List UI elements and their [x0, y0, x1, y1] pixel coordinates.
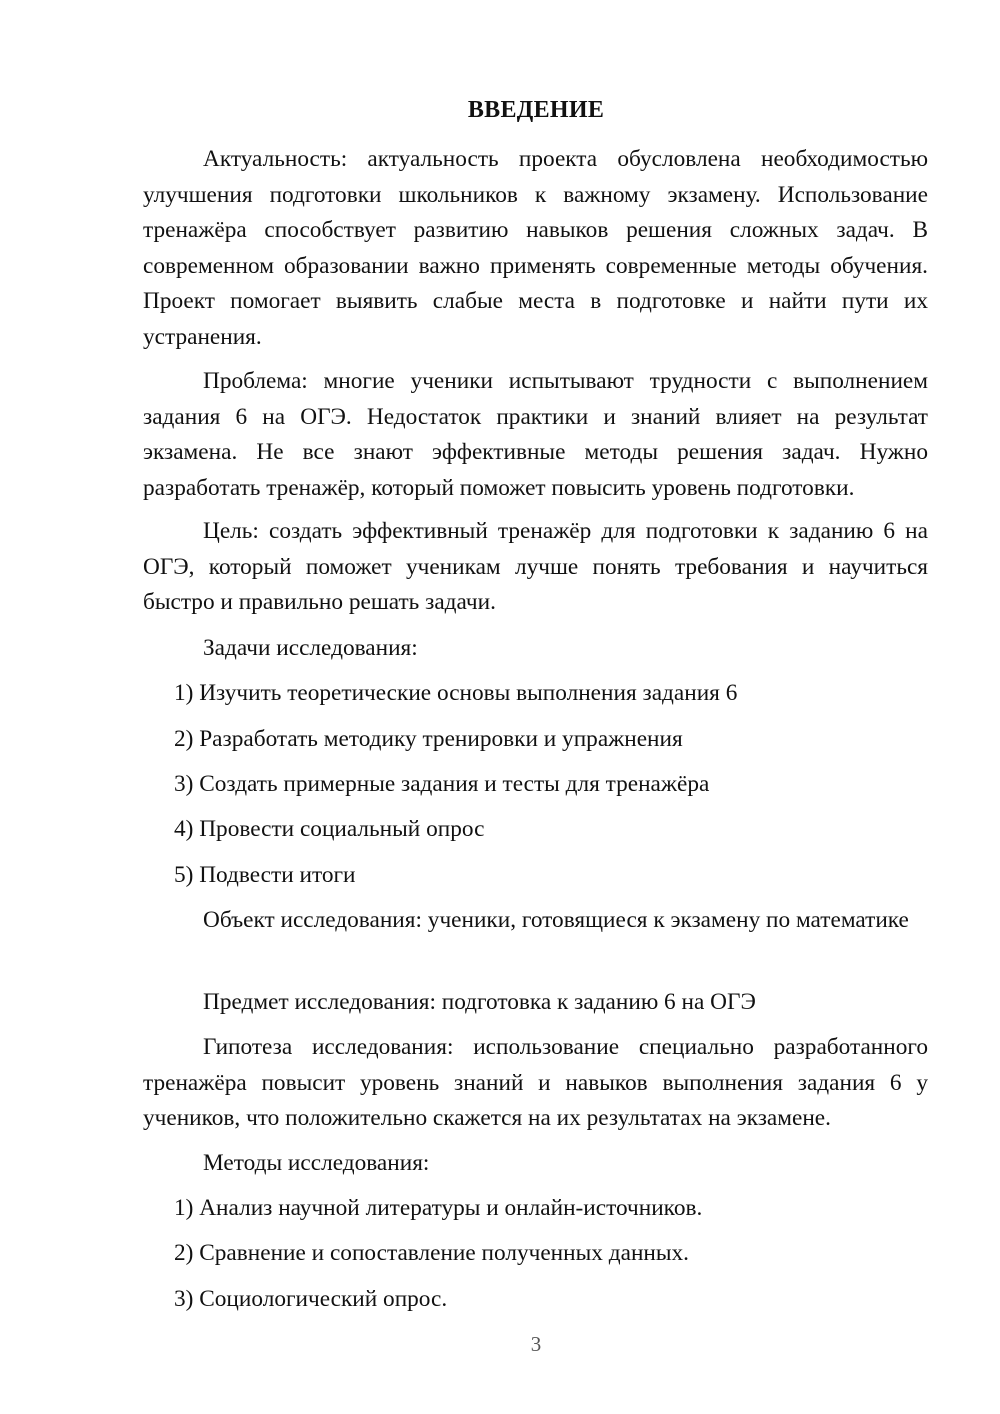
tasks-heading: Задачи исследования: — [203, 635, 418, 661]
task-item-5: 5) Подвести итоги — [174, 862, 356, 888]
subject-paragraph: Предмет исследования: подготовка к заданию 6 на ОГЭ — [203, 989, 756, 1015]
method-item-2: 2) Сравнение и сопоставление полученных данных. — [174, 1240, 689, 1266]
object-paragraph: Объект исследования: ученики, готовящиеся к экзамену по математике — [203, 907, 909, 933]
problem-paragraph: Проблема: многие ученики испытывают трудности с выполнением задания 6 на ОГЭ. Недостаток практики и знаний влияет на результат экзамена. Не все знают эффективные методы решения задач. Нужно разработать тренажёр, который поможет повысить уровень подготовки. — [143, 368, 928, 501]
methods-heading: Методы исследования: — [203, 1150, 430, 1176]
task-item-2: 2) Разработать методику тренировки и упражнения — [174, 726, 683, 752]
method-item-1: 1) Анализ научной литературы и онлайн-источников. — [174, 1195, 703, 1221]
relevance-paragraph: Актуальность: актуальность проекта обусловлена необходимостью улучшения подготовки школьников к важному экзамену. Использование тренажёра способствует развитию навыков решения сложных задач. В современном образовании важно применять современные методы обучения. Проект помогает выявить слабые места в подготовке и найти пути их устранения. — [143, 146, 928, 350]
goal-paragraph: Цель: создать эффективный тренажёр для подготовки к заданию 6 на ОГЭ, который поможет ученикам лучше понять требования и научиться быстро и правильно решать задачи. — [143, 518, 928, 615]
task-item-1: 1) Изучить теоретические основы выполнения задания 6 — [174, 680, 738, 706]
task-item-3: 3) Создать примерные задания и тесты для тренажёра — [174, 771, 710, 797]
task-item-4: 4) Провести социальный опрос — [174, 816, 485, 842]
method-item-3: 3) Социологический опрос. — [174, 1286, 448, 1312]
page-title: ВВЕДЕНИЕ — [467, 97, 605, 123]
hypothesis-paragraph: Гипотеза исследования: использование специально разработанного тренажёра повысит уровень знаний и навыков выполнения задания 6 у учеников, что положительно скажется на их результатах на экзамене. — [143, 1034, 928, 1131]
page-number: 3 — [530, 1332, 542, 1356]
